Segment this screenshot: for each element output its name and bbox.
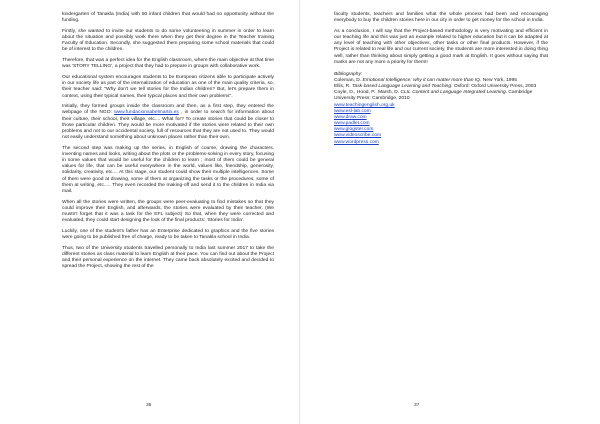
link-draw[interactable]: www.draw.com — [334, 114, 367, 120]
paragraph: When all the stories were written, the groups were peer-evaluating to find mistakes so that they could improve their English, and afterwards, the stories were evaluated by their teacher. (We mustn't forget that it was a task for the EFL subject) So that, when they were corrected and evaluated, they could start designing the look of the final products: 'Stories for India'. — [62, 199, 274, 224]
reference-details: . Cambridge University Press: Cambridge, 2010 — [334, 90, 533, 102]
reference-item — [334, 90, 548, 102]
page-number: 37 — [414, 403, 420, 408]
paragraph: Our educational system encourages students to be European citizens able to participate actively in our society life as part of the internalization of education as one of the main quality criteria, so, their teacher said: "Why don't we tell stories for the Indian children? But, let's prepare them in context, using their typical names, their typical places and their own problems". — [62, 75, 274, 99]
paragraph: kindergarten of Tanakla (India) with 50 infant children that would had no opportunity without the funding. — [62, 12, 274, 24]
bibliography-heading: Bibliography: — [334, 71, 363, 77]
link-teachingenglish[interactable]: www.teachingenglish.org.uk — [334, 102, 395, 108]
page-number: 36 — [146, 403, 152, 408]
link-glogster[interactable]: www.glogster.com — [334, 127, 374, 133]
reference-author: Coleman, D. — [334, 78, 363, 83]
reference-author: Coyle, D., Hood, P., Marsh, D. — [334, 90, 401, 96]
reference-details: . Oxford: Oxford University Press, 2003 — [451, 84, 537, 90]
reference-details: . New York, 1995 — [479, 78, 517, 83]
paragraph: Luckily, one of the student's father has an Enterprise dedicated to graphics and the five stories were going to be published free of charge, ready to be taken to Tanakla school in India. — [62, 228, 274, 240]
reference-title: Emotional Intelligence: why it can matter more than IQ — [362, 78, 480, 83]
paragraph: Thus, two of the University students travelled personally to India last summer 2017 to take the different stories as class material to learn English at their pace. You can find out about the Project and their personal experience on the internet. They came back absolutely excited and decided to spread the Project, showing the rest of the — [62, 245, 274, 270]
reference-links — [334, 103, 548, 146]
ngo-link[interactable]: www.fundacionsabelmartin.es — [114, 110, 179, 116]
paragraph: Initially, they formed groups inside the classroom and then, as a first step, they entered the webpage of the NGO: www.fundacionsabelmartin.es , in order to search for information about their culture, their school, their village, etc.... What for? To create stories that could be closer to those particular children. They would be more motivated if the stories were related to their own problems and not to our occidental society, full of resources that they are not used to. They would not easily understand something about unknown places rather than their own. — [62, 104, 274, 141]
link-padlet[interactable]: www.padlet.com — [334, 121, 370, 127]
paragraph: Firstly, she wanted to invite our students to do some volunteering in summer in order to learn about the situation and possibly work there when they get their degree in the Teacher training Faculty of Education. Secondly, she suggested them preparing some school materials that could be of interest to the children. — [62, 28, 274, 53]
paragraph: As a conclusion, I will say that the Project-based methodology is very motivating and efficient in our teaching life and this was just an example related to higher education but it can be adapted at any level of teaching with other objectives, other tasks or other final products. However, if the Project is related to real life and our current society, the students are more interested in doing thing well, rather than thinking about simply getting a good mark at English. It goes without saying that marks are not any more a priority for them!! — [334, 28, 548, 65]
reference-title: CLIL Content and Language Integrated Learning — [400, 90, 506, 96]
paragraph: The second step was making up the series, in English of course, drawing the characters, inventing names and looks, writing about the plots or the problems-solving in every story, focusing in some values that would be useful for the children to learn ; most of them could be general values for life, that can be useful everywhere in the world, values like, friendship, generosity, solidarity, creativity, etc.... At this stage, our student could show their multiple intelligences. Some of them were good at drawing, some of them at organizing the tasks or the procedures, some of them at writing, etc..... They even recorded the making-off and send it to the children in India via mail. — [62, 145, 274, 194]
link-videoscribe[interactable]: www.videoscribe.com — [334, 133, 382, 139]
link-wordpress[interactable]: www.wordpress.com — [334, 139, 379, 145]
reference-author: Ellis, R. — [334, 84, 352, 90]
reference-title: Task-based Language Learning and Teaching — [351, 84, 452, 90]
link-esl-lab[interactable]: www.esl-lab.com — [334, 108, 371, 114]
right-page — [300, 0, 600, 424]
paragraph: Therefore, that was a perfect idea for the English classroom, where the main objective at that time was 'STORY TELLING', a project that they had to prepare in groups with collaborative work. — [62, 58, 274, 70]
paragraph: faculty students, teachers and families what the whole process had been and encouraging everybody to buy the children stories here in our city in order to get money for the school in India. — [334, 12, 548, 24]
